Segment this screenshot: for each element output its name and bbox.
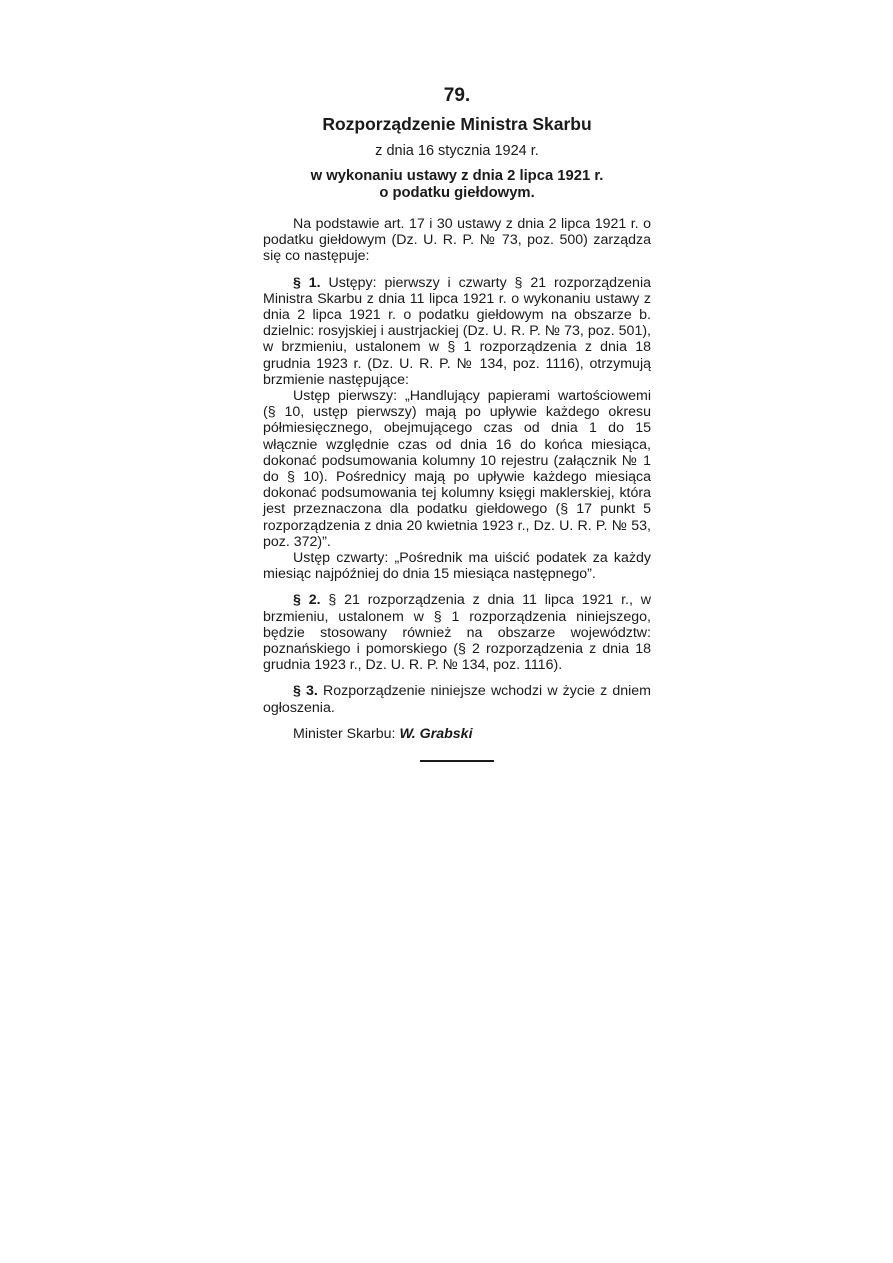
document-date: z dnia 16 stycznia 1924 r. xyxy=(375,143,539,159)
subtitle-line-1: w wykonaniu ustawy z dnia 2 lipca 1921 r. xyxy=(310,168,604,184)
section-3-label: § 3. xyxy=(293,683,318,700)
document-subtitle xyxy=(263,168,651,202)
signature-name: W. Grabski xyxy=(399,725,473,742)
section-1-quote-2: Ustęp czwarty: „Pośrednik ma uiścić podatek za każdy miesiąc najpóźniej do dnia 15 miesiąca następnego”. xyxy=(263,550,651,583)
section-2-label: § 2. xyxy=(293,592,321,609)
act-number: 79. xyxy=(443,85,471,106)
signature-role: Minister Skarbu: xyxy=(293,725,396,742)
section-2-paragraph xyxy=(263,592,651,673)
closing-rule xyxy=(420,760,494,762)
section-1-quote-1: Ustęp pierwszy: „Handlujący papierami wartościowemi (§ 10, ustęp pierwszy) mają po upływie każdego okresu półmiesięcznego, obejmującego czas od dnia 1 do 15 włącznie względnie czas od dnia 16 do końca miesiąca, dokonać podsumowania kolumny 10 rejestru (załącznik № 1 do § 10). Pośrednicy mają po upływie każdego miesiąca dokonać podsumowania tej kolumny księgi maklerskiej, która jest przeznaczona dla podatku giełdowego (§ 17 punkt 5 rozporządzenia z dnia 20 kwietnia 1923 r., Dz. U. R. P. № 53, poz. 372)”. xyxy=(263,388,651,550)
document-page xyxy=(263,84,651,762)
section-1-paragraph xyxy=(263,275,651,388)
signature-line xyxy=(263,726,651,742)
section-1-label: § 1. xyxy=(293,274,321,291)
subtitle-line-2: o podatku giełdowym. xyxy=(379,185,535,201)
intro-paragraph: Na podstawie art. 17 i 30 ustawy z dnia 2 lipca 1921 r. o podatku giełdowym (Dz. U. R. P. № 73, poz. 500) zarządza się co następuje: xyxy=(263,216,651,265)
section-3-text: Rozporządzenie niniejsze wchodzi w życie z dniem ogłoszenia. xyxy=(263,683,651,716)
section-2-text: § 21 rozporządzenia z dnia 11 lipca 1921 r., w brzmieniu, ustalonem w § 1 rozporządzenia niniejszego, będzie stosowany również na obszarze województw: poznańskiego i pomorskiego (§ 2 rozporządzenia z dnia 18 grudnia 1923 r., Dz. U. R. P. № 134, poz. 1116). xyxy=(263,592,652,674)
section-1-text: Ustępy: pierwszy i czwarty § 21 rozporządzenia Ministra Skarbu z dnia 11 lipca 1921 r. o wykonaniu ustawy z dnia 2 lipca 1921 r. o podatku giełdowym na obszarze b. dzielnic: rosyjskiej i austrjackiej (Dz. U. R. P. № 73, poz. 501), w brzmieniu, ustalonem w § 1 rozporządzenia z dnia 18 grudnia 1923 r. (Dz. U. R. P. № 134, poz. 1116), otrzymują brzmienie następujące: xyxy=(263,274,651,388)
document-title: Rozporządzenie Ministra Skarbu xyxy=(322,114,592,134)
section-3-paragraph xyxy=(263,683,651,715)
